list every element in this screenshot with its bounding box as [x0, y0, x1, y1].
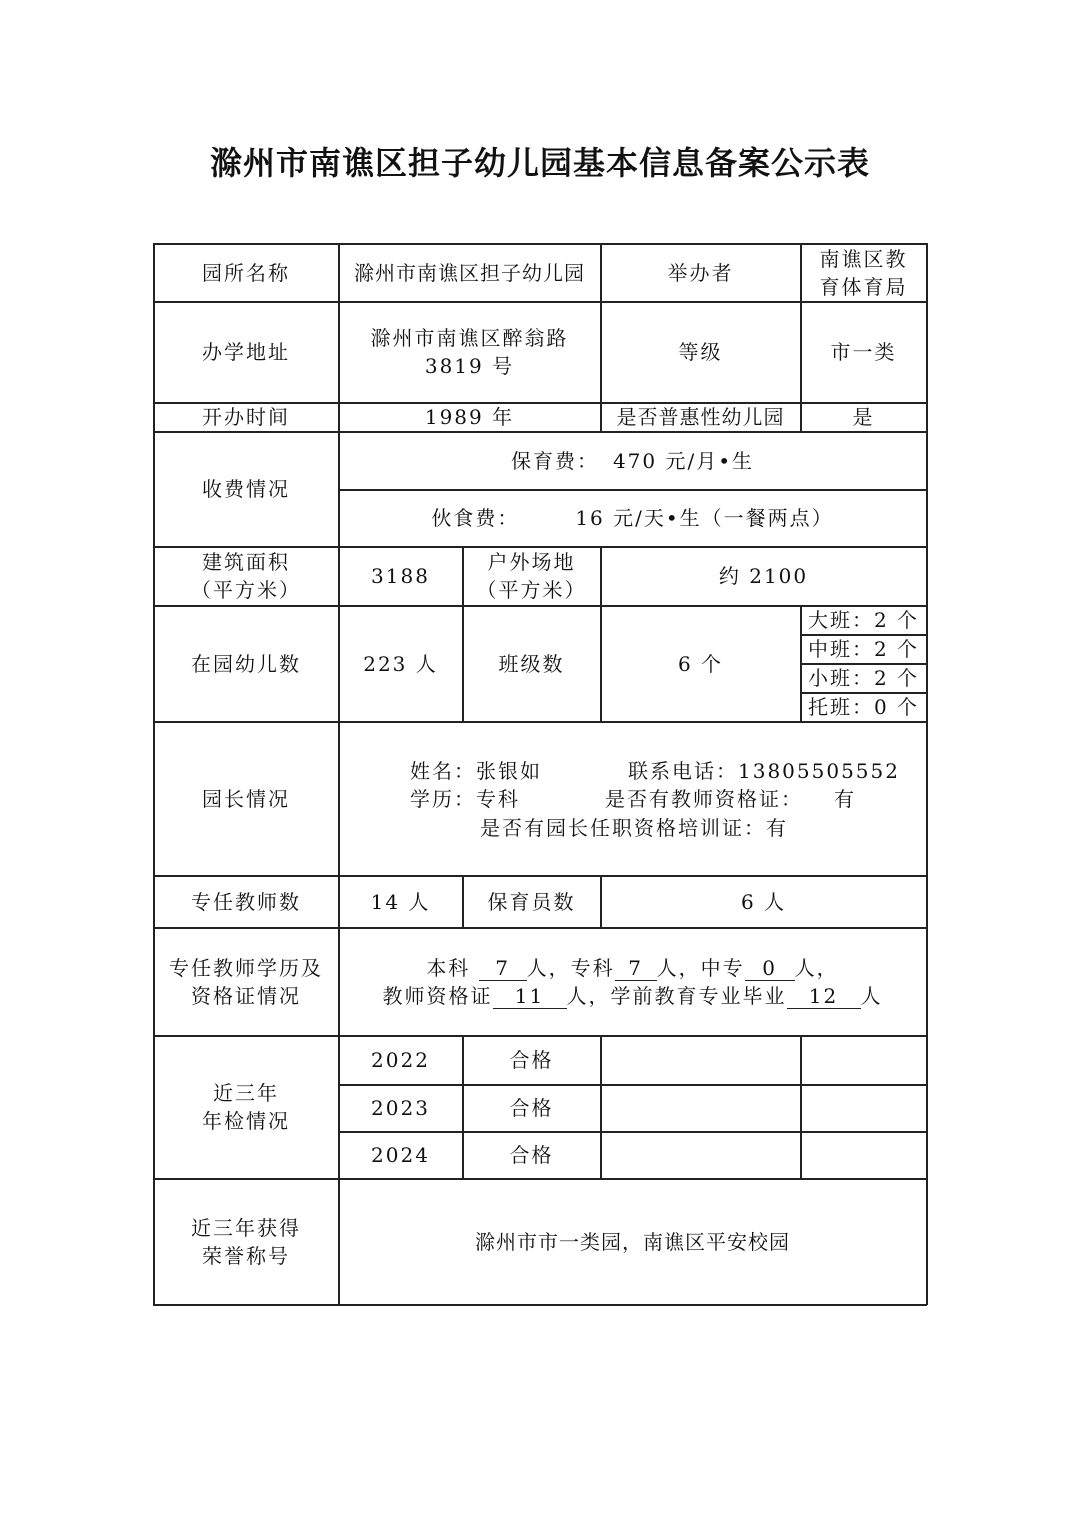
- inspection-year: 2024: [371, 1143, 430, 1167]
- inspection-result: 合格: [509, 1048, 554, 1072]
- open-date-value: 1989 年: [424, 405, 515, 429]
- principal-education: 学历：专科: [410, 787, 520, 811]
- building-area-value: 3188: [371, 564, 430, 588]
- kindergarten-name-value: 滁州市南谯区担子幼儿园: [354, 260, 585, 285]
- address-line-2: 3819 号: [424, 354, 515, 378]
- inclusive-value: 是: [852, 405, 875, 429]
- meal-fee-label: 伙食费：: [431, 506, 520, 530]
- page-title: 滁州市南谯区担子幼儿园基本信息备案公示表: [209, 144, 870, 182]
- honors-label-line-2: 荣誉称号: [202, 1243, 290, 1268]
- degree-line: [426, 954, 838, 982]
- outdoor-area-line-1: 户外场地: [487, 550, 576, 574]
- outdoor-area-value: 约 2100: [718, 564, 809, 588]
- principal-teacher-cert-answer: 有: [834, 787, 856, 811]
- children-count-value: 223 人: [363, 651, 438, 676]
- building-area-line-2: （平方米）: [191, 578, 301, 602]
- care-fee-value: 470 元/月•生: [612, 448, 755, 473]
- sponsor-line-1: 南谯区教: [819, 246, 908, 271]
- care-fee: [339, 432, 926, 489]
- building-area-label: [154, 547, 338, 605]
- cert-text-2: 人: [860, 983, 883, 1008]
- secondary-count: 0: [745, 956, 795, 981]
- honors-label: [154, 1179, 338, 1304]
- qualification-label: [154, 928, 338, 1035]
- degree-text-3: 人，: [794, 955, 839, 980]
- sponsor-label: 举办者: [667, 260, 734, 285]
- principal-teacher-cert-question: 是否有教师资格证：: [605, 787, 803, 811]
- class-count-label: 班级数: [498, 651, 565, 676]
- meal-fee: [339, 490, 926, 546]
- address-label: 办学地址: [202, 340, 290, 364]
- degree-text-2: 人，中专: [656, 955, 745, 980]
- principal-label: 园长情况: [202, 786, 290, 811]
- bachelor-count: 7: [479, 956, 527, 981]
- outdoor-area-label: [463, 547, 600, 605]
- qualification-label-line-2: 资格证情况: [191, 983, 301, 1008]
- cert-label: 教师资格证: [382, 983, 493, 1008]
- inspection-result: 合格: [509, 1096, 554, 1120]
- meal-fee-value: 16 元/天•生（一餐两点）: [575, 506, 834, 530]
- address-line-1: 滁州市南谯区醉翁路: [370, 326, 569, 350]
- class-breakdown-item: 小班：2 个: [807, 666, 920, 690]
- inspection-label: [154, 1036, 338, 1178]
- grade-value: 市一类: [830, 340, 897, 364]
- class-breakdown-item: 大班：2 个: [807, 608, 920, 632]
- principal-training-cert: 是否有园长任职资格培训证：有: [480, 816, 788, 840]
- fees-label: 收费情况: [202, 477, 290, 501]
- qualification-detail: [339, 928, 926, 1035]
- inspection-label-line-2: 年检情况: [202, 1109, 290, 1133]
- class-count-value: 6 个: [677, 651, 724, 676]
- teachers-count-label: 专任教师数: [191, 889, 301, 914]
- grade-label: 等级: [678, 340, 723, 364]
- qualification-label-line-1: 专任教师学历及: [169, 955, 323, 980]
- cert-text-1: 人，学前教育专业毕业: [566, 983, 787, 1008]
- principal-info: [339, 722, 926, 875]
- sponsor-value: [801, 244, 926, 301]
- class-breakdown-item: 中班：2 个: [807, 637, 920, 661]
- honors-value: 滁州市市一类园，南谯区平安校园: [475, 1229, 790, 1254]
- address-value: [339, 302, 600, 402]
- inspection-year: 2022: [371, 1048, 430, 1072]
- building-area-line-1: 建筑面积: [202, 550, 290, 574]
- cert-count: 11: [493, 984, 567, 1009]
- care-fee-label: 保育费：: [510, 448, 599, 473]
- inspection-result: 合格: [509, 1143, 554, 1167]
- inspection-label-line-1: 近三年: [213, 1081, 279, 1105]
- preschool-count: 12: [787, 984, 861, 1009]
- cert-line: [383, 982, 883, 1010]
- class-breakdown-item: 托班：0 个: [807, 695, 920, 719]
- carers-count-label: 保育员数: [487, 889, 576, 914]
- open-date-label: 开办时间: [202, 405, 290, 429]
- degree-text-1: 人，专科: [526, 955, 615, 980]
- outdoor-area-line-2: （平方米）: [476, 578, 587, 602]
- sponsor-line-2: 育体育局: [819, 274, 908, 299]
- children-count-label: 在园幼儿数: [191, 651, 301, 676]
- inclusive-label: 是否普惠性幼儿园: [616, 405, 785, 429]
- inspection-year: 2023: [371, 1096, 430, 1120]
- principal-phone: 联系电话：13805505552: [628, 759, 900, 783]
- college-count: 7: [615, 956, 657, 981]
- principal-name: 姓名：张银如: [410, 759, 542, 783]
- bachelor-label: 本科: [426, 955, 471, 980]
- honors-label-line-1: 近三年获得: [191, 1215, 301, 1240]
- carers-count-value: 6 人: [740, 889, 787, 914]
- teachers-count-value: 14 人: [370, 889, 431, 914]
- kindergarten-name-label: 园所名称: [202, 260, 290, 285]
